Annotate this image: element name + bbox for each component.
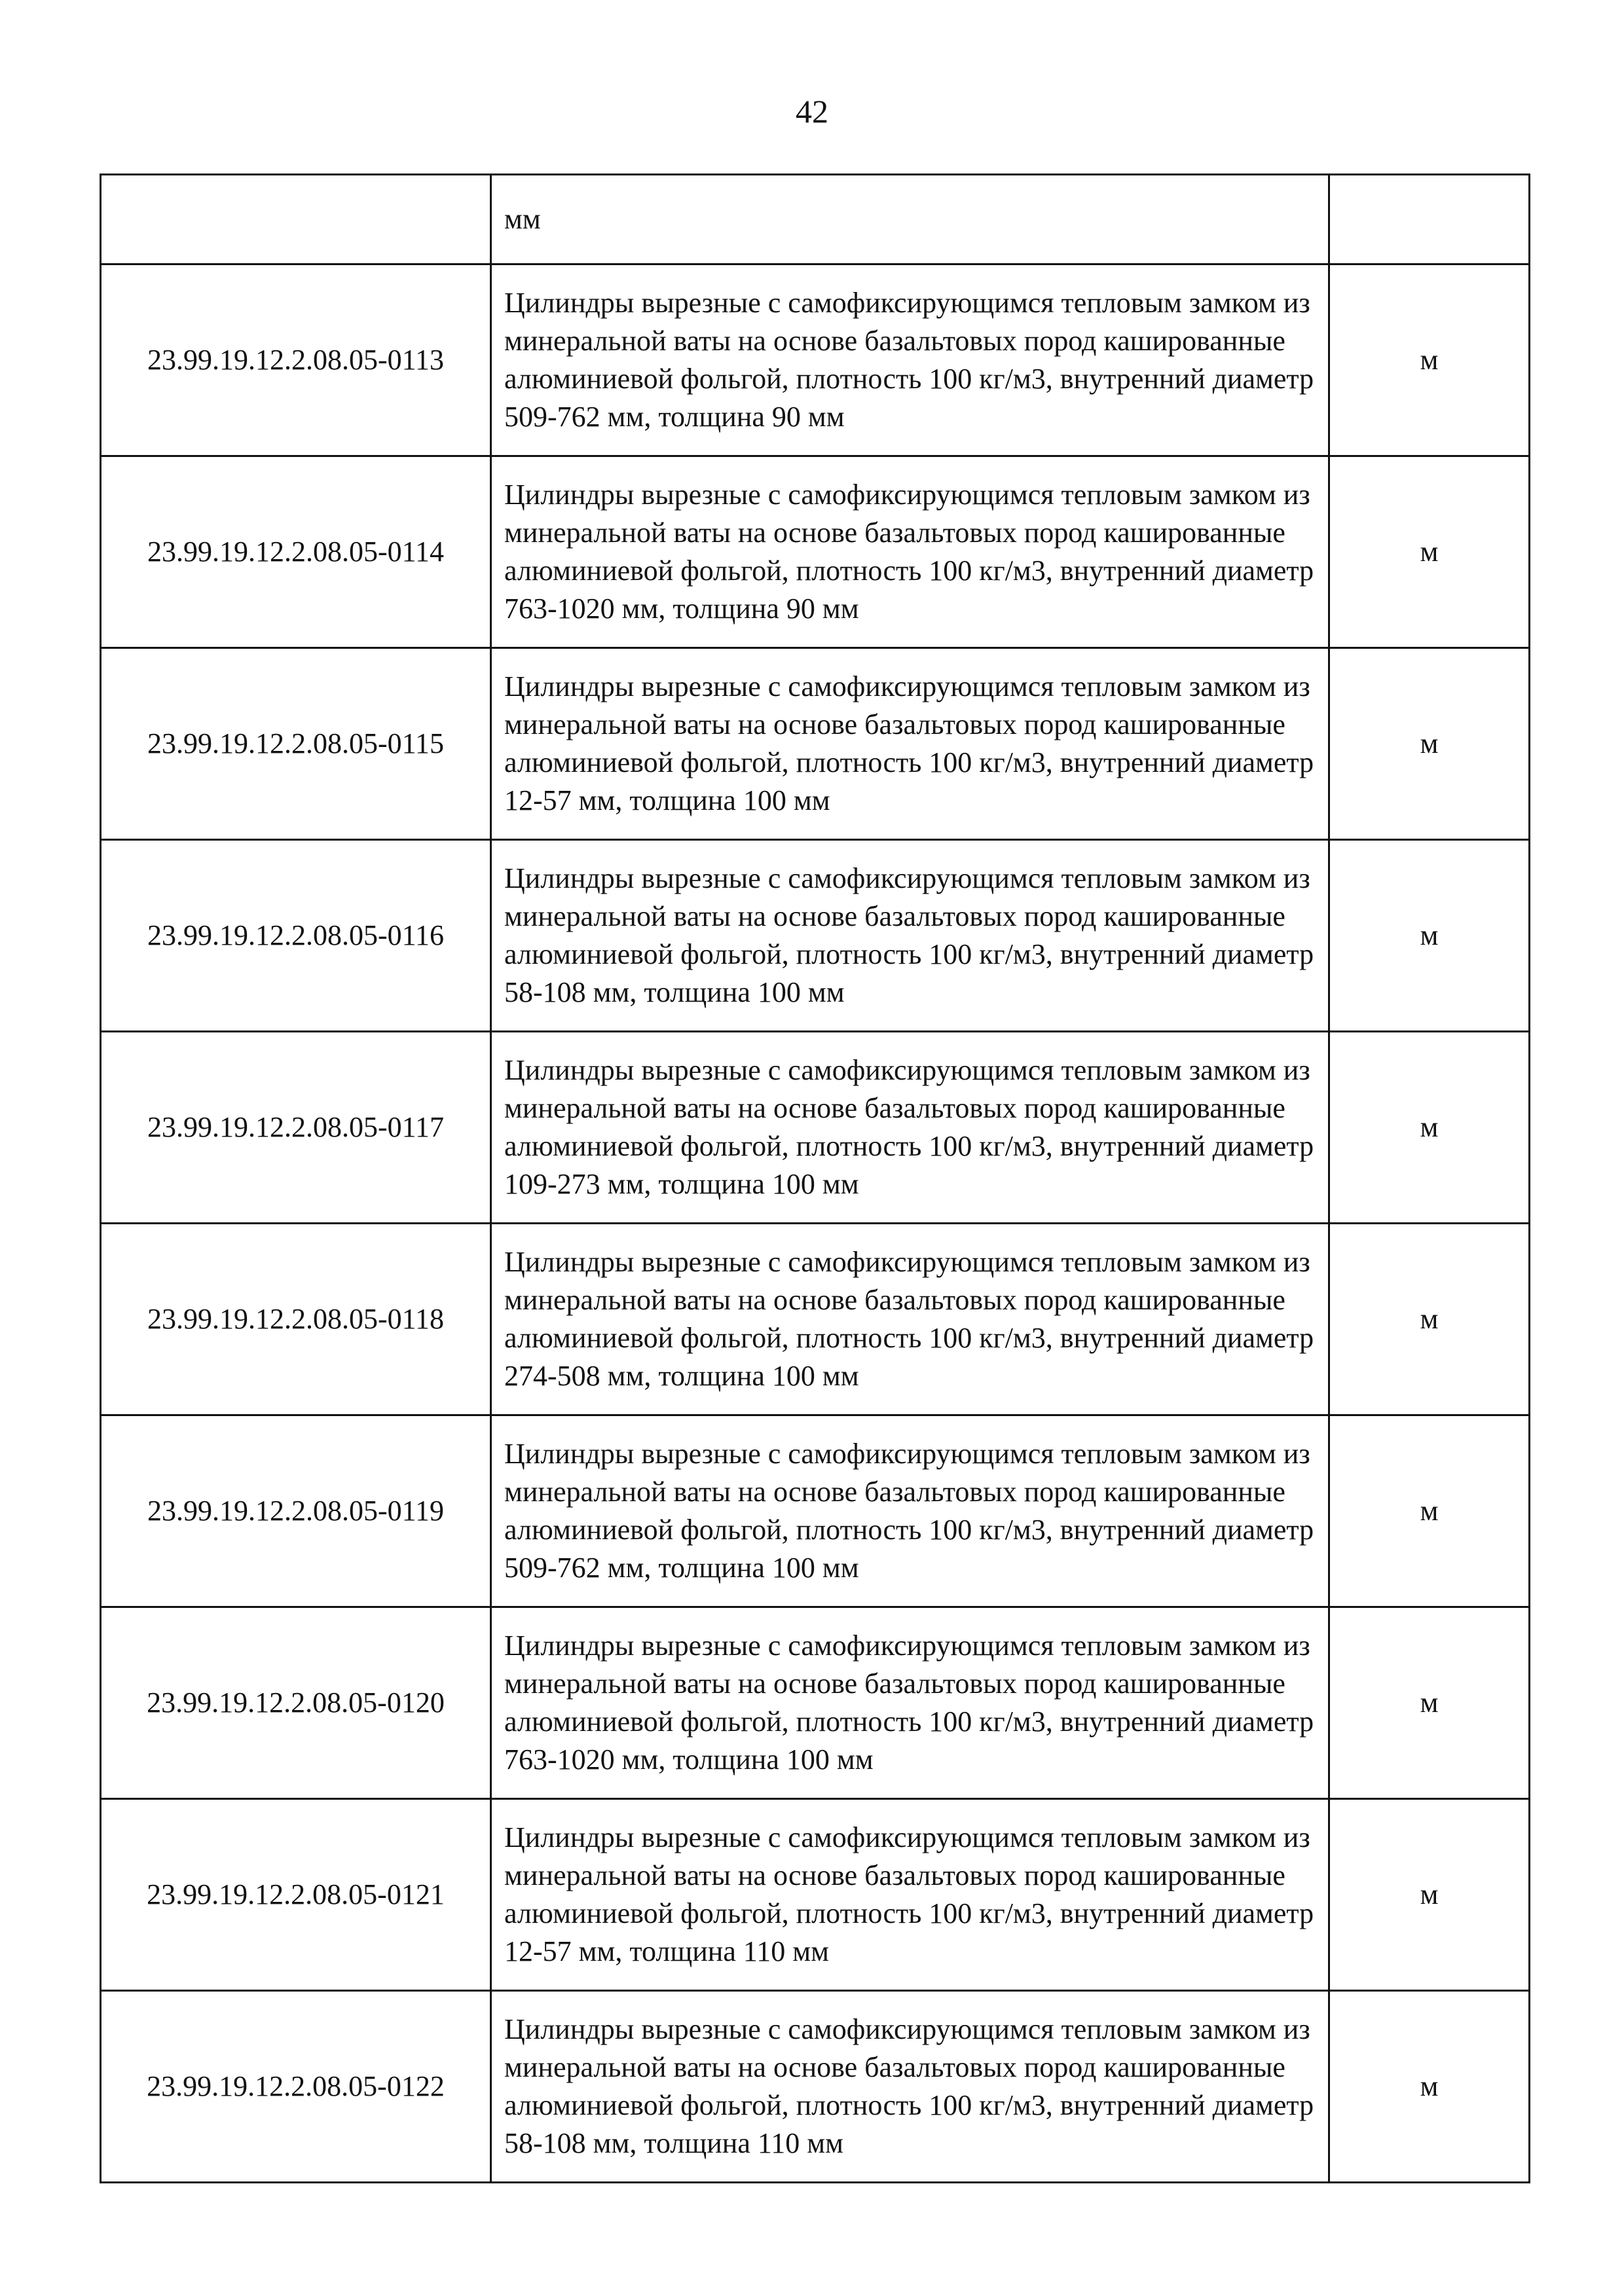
code-cell: 23.99.19.12.2.08.05-0114 bbox=[101, 456, 491, 648]
table-row bbox=[101, 1032, 1530, 1224]
table-row bbox=[101, 1991, 1530, 2183]
table-row bbox=[101, 1607, 1530, 1799]
code-cell: 23.99.19.12.2.08.05-0122 bbox=[101, 1991, 491, 2183]
page-number: 42 bbox=[796, 93, 828, 130]
name-cell: Цилиндры вырезные с самофиксирующимся тепловым замком из минеральной ваты на основе базальтовых пород кашированные алюминиевой фольгой, плотность 100 кг/м3, внутренний диаметр 58-108 мм, толщина 100 мм bbox=[491, 840, 1329, 1032]
code-cell: 23.99.19.12.2.08.05-0116 bbox=[101, 840, 491, 1032]
table-row bbox=[101, 1224, 1530, 1415]
name-cell: Цилиндры вырезные с самофиксирующимся тепловым замком из минеральной ваты на основе базальтовых пород кашированные алюминиевой фольгой, плотность 100 кг/м3, внутренний диаметр 763-1020 мм, толщина 100 мм bbox=[491, 1607, 1329, 1799]
name-cell: Цилиндры вырезные с самофиксирующимся тепловым замком из минеральной ваты на основе базальтовых пород кашированные алюминиевой фольгой, плотность 100 кг/м3, внутренний диаметр 274-508 мм, толщина 100 мм bbox=[491, 1224, 1329, 1415]
unit-cell: м bbox=[1329, 1799, 1530, 1991]
unit-cell bbox=[1329, 175, 1530, 264]
code-cell: 23.99.19.12.2.08.05-0120 bbox=[101, 1607, 491, 1799]
materials-table bbox=[100, 173, 1530, 2183]
name-cell: Цилиндры вырезные с самофиксирующимся тепловым замком из минеральной ваты на основе базальтовых пород кашированные алюминиевой фольгой, плотность 100 кг/м3, внутренний диаметр 763-1020 мм, толщина 90 мм bbox=[491, 456, 1329, 648]
table-row bbox=[101, 648, 1530, 840]
unit-cell: м bbox=[1329, 264, 1530, 456]
table-row bbox=[101, 840, 1530, 1032]
code-cell: 23.99.19.12.2.08.05-0121 bbox=[101, 1799, 491, 1991]
code-cell: 23.99.19.12.2.08.05-0115 bbox=[101, 648, 491, 840]
unit-cell: м bbox=[1329, 1032, 1530, 1224]
unit-cell: м bbox=[1329, 648, 1530, 840]
code-cell: 23.99.19.12.2.08.05-0118 bbox=[101, 1224, 491, 1415]
code-cell: 23.99.19.12.2.08.05-0117 bbox=[101, 1032, 491, 1224]
unit-cell: м bbox=[1329, 1607, 1530, 1799]
table-row bbox=[101, 456, 1530, 648]
code-cell: 23.99.19.12.2.08.05-0119 bbox=[101, 1415, 491, 1607]
name-cell: Цилиндры вырезные с самофиксирующимся тепловым замком из минеральной ваты на основе базальтовых пород кашированные алюминиевой фольгой, плотность 100 кг/м3, внутренний диаметр 109-273 мм, толщина 100 мм bbox=[491, 1032, 1329, 1224]
name-cell: Цилиндры вырезные с самофиксирующимся тепловым замком из минеральной ваты на основе базальтовых пород кашированные алюминиевой фольгой, плотность 100 кг/м3, внутренний диаметр 58-108 мм, толщина 110 мм bbox=[491, 1991, 1329, 2183]
name-cell: Цилиндры вырезные с самофиксирующимся тепловым замком из минеральной ваты на основе базальтовых пород кашированные алюминиевой фольгой, плотность 100 кг/м3, внутренний диаметр 12-57 мм, толщина 100 мм bbox=[491, 648, 1329, 840]
code-cell bbox=[101, 175, 491, 264]
name-cell: Цилиндры вырезные с самофиксирующимся тепловым замком из минеральной ваты на основе базальтовых пород кашированные алюминиевой фольгой, плотность 100 кг/м3, внутренний диаметр 509-762 мм, толщина 100 мм bbox=[491, 1415, 1329, 1607]
unit-cell: м bbox=[1329, 1224, 1530, 1415]
table-row-continuation bbox=[101, 175, 1530, 264]
unit-cell: м bbox=[1329, 840, 1530, 1032]
unit-cell: м bbox=[1329, 1991, 1530, 2183]
unit-cell: м bbox=[1329, 456, 1530, 648]
name-cell: Цилиндры вырезные с самофиксирующимся тепловым замком из минеральной ваты на основе базальтовых пород кашированные алюминиевой фольгой, плотность 100 кг/м3, внутренний диаметр 509-762 мм, толщина 90 мм bbox=[491, 264, 1329, 456]
code-cell: 23.99.19.12.2.08.05-0113 bbox=[101, 264, 491, 456]
table-row bbox=[101, 1415, 1530, 1607]
name-cell: Цилиндры вырезные с самофиксирующимся тепловым замком из минеральной ваты на основе базальтовых пород кашированные алюминиевой фольгой, плотность 100 кг/м3, внутренний диаметр 12-57 мм, толщина 110 мм bbox=[491, 1799, 1329, 1991]
table-row bbox=[101, 1799, 1530, 1991]
unit-cell: м bbox=[1329, 1415, 1530, 1607]
table-row bbox=[101, 264, 1530, 456]
name-cell: мм bbox=[491, 175, 1329, 264]
